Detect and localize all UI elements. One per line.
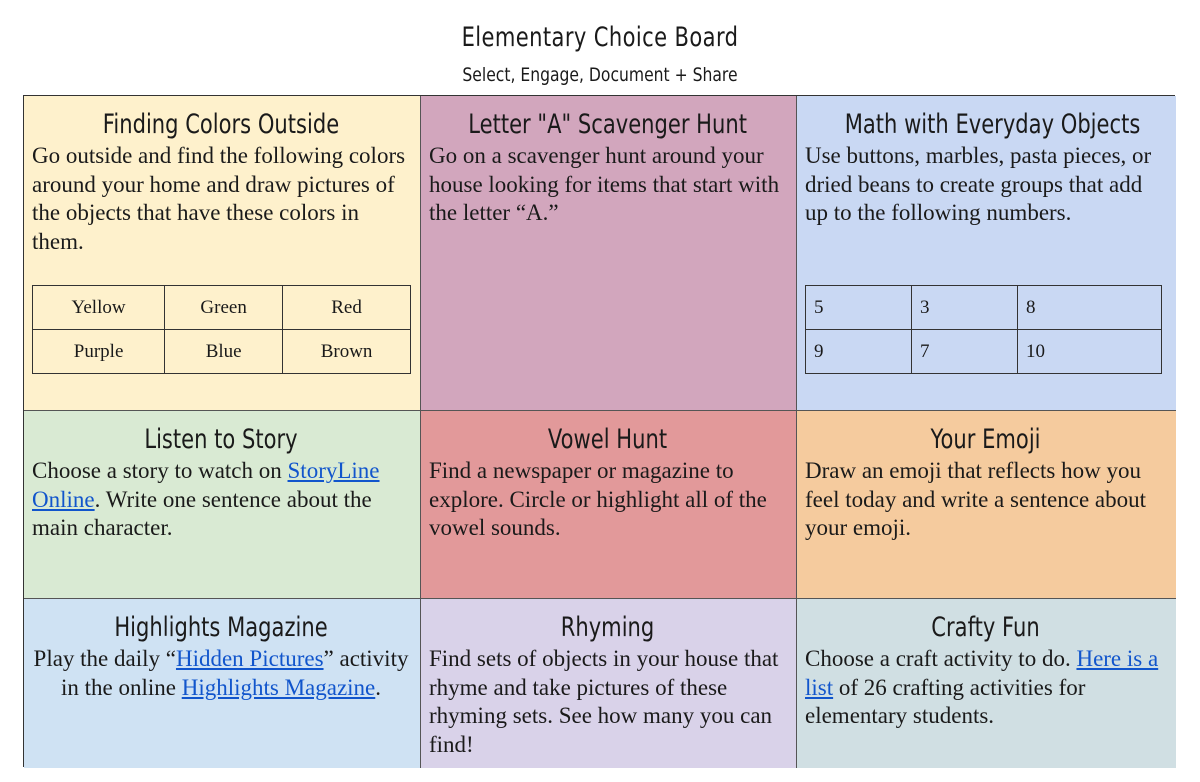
table-cell: Green [165, 286, 283, 330]
craft-list-link[interactable]: Here is a list [805, 646, 1159, 700]
table-cell: 3 [912, 286, 1018, 330]
body-text: . Write one sentence about the main character. [32, 486, 372, 540]
cell-title: Crafty Fun [931, 612, 1040, 643]
cell-your-emoji [797, 411, 1176, 599]
colors-table [32, 285, 411, 374]
table-cell: Brown [283, 330, 411, 374]
cell-title: Highlights Magazine [114, 612, 328, 643]
cell-listen-story [24, 411, 421, 599]
table-cell: Red [283, 286, 411, 330]
cell-highlights [24, 599, 421, 768]
body-text: ” activity in the online [60, 646, 409, 700]
body-text: Play the daily “ [33, 646, 176, 671]
cell-crafty-fun [797, 599, 1176, 768]
cell-title: Rhyming [560, 612, 655, 643]
cell-title: Your Emoji [930, 424, 1041, 455]
table-cell: 5 [806, 286, 912, 330]
body-text: Choose a story to watch on [32, 458, 288, 483]
cell-math [797, 96, 1176, 411]
highlights-magazine-link[interactable]: Highlights Magazine [181, 674, 376, 700]
cell-body: Go outside and find the following colors around your home and draw pictures of the objects that have these colors in them. [32, 143, 406, 254]
table-row [33, 286, 411, 330]
page-subtitle: Select, Engage, Document + Share [462, 64, 738, 86]
table-cell: 10 [1018, 330, 1162, 374]
cell-body: Go on a scavenger hunt around your house looking for items that start with the letter “A.” [429, 143, 780, 225]
page-title: Elementary Choice Board [461, 22, 739, 53]
cell-body: Use buttons, marbles, pasta pieces, or dried beans to create groups that add up to the following numbers. [805, 143, 1152, 225]
cell-letter-a [421, 96, 797, 411]
header [0, 0, 1200, 96]
table-row [806, 286, 1162, 330]
cell-title: Listen to Story [144, 424, 298, 455]
body-text: of 26 crafting activities for elementary students. [805, 674, 1086, 728]
cell-body [32, 457, 410, 543]
body-text: Choose a craft activity to do. [805, 646, 1077, 671]
cell-body: Find a newspaper or magazine to explore. Circle or highlight all of the vowel sounds. [429, 458, 767, 540]
table-cell: Purple [33, 330, 165, 374]
table-row [806, 330, 1162, 374]
cell-title: Math with Everyday Objects [844, 109, 1141, 140]
table-cell: Blue [165, 330, 283, 374]
hidden-pictures-link[interactable]: Hidden Pictures [175, 646, 324, 671]
cell-body [32, 645, 410, 702]
table-cell: 8 [1018, 286, 1162, 330]
table-cell: 7 [912, 330, 1018, 374]
cell-body: Find sets of objects in your house that rhyme and take pictures of these rhyming sets. See how many you can find! [429, 646, 779, 757]
table-row [33, 330, 411, 374]
cell-rhyming [421, 599, 797, 768]
cell-body: Draw an emoji that reflects how you feel today and write a sentence about your emoji. [805, 458, 1147, 540]
numbers-table [805, 285, 1162, 374]
table-cell: Yellow [33, 286, 165, 330]
cell-title: Vowel Hunt [547, 424, 668, 455]
cell-vowel-hunt [421, 411, 797, 599]
storyline-online-link[interactable]: StoryLine Online [32, 458, 380, 512]
cell-title: Letter "A" Scavenger Hunt [468, 109, 747, 140]
table-cell: 9 [806, 330, 912, 374]
choice-board [23, 95, 1175, 767]
cell-body [805, 645, 1166, 731]
cell-title: Finding Colors Outside [102, 109, 340, 140]
cell-finding-colors [24, 96, 421, 411]
body-text: . [375, 674, 382, 700]
